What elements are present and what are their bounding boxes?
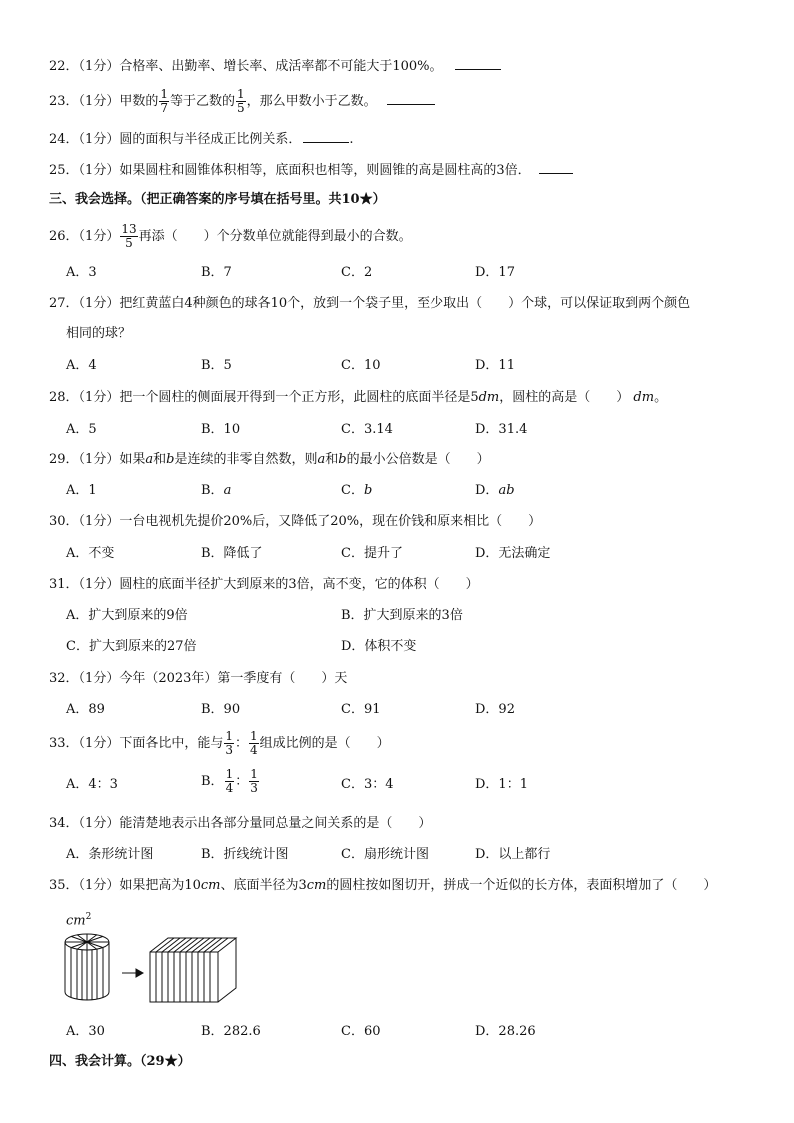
fraction: $\frac{1}{4}$ [249,729,258,757]
question-34: 34．（1分）能清楚地表示出各部分量同总量之间关系的是（ ） [49,816,432,831]
cuboid-icon [150,938,236,1002]
option-c[interactable]: C．10 [341,358,381,373]
question-text: 26．（1分） [49,229,120,244]
option-b[interactable]: B．折线统计图 [201,847,289,862]
area-unit: $cm^2$ [66,912,92,929]
cylinder-to-cuboid-figure [62,930,242,1006]
option-c[interactable]: C．91 [341,702,381,717]
cylinder-icon [65,934,109,1000]
question-text: 等于乙数的 [169,94,235,109]
option-b[interactable]: B．90 [201,702,241,717]
option-c[interactable]: C．扩大到原来的27倍 [66,639,197,654]
fraction: $\frac{1}{3}$ [225,729,233,757]
unit: dm [478,390,500,405]
question-text: 23．（1分）甲数的 [49,94,159,109]
option-a[interactable]: A．扩大到原来的9倍 [66,608,188,623]
variable-b: b [338,452,347,467]
unit: cm [200,878,221,893]
colon: ： [234,736,248,751]
option-d[interactable]: D．1：1 [475,777,528,792]
option-b[interactable]: B． $\frac{1}{4}$ ： $\frac{1}{3}$ [201,767,258,795]
question-26 [49,222,412,252]
question-25 [49,161,573,180]
question-text: 组成比例的是（ ） [259,736,390,751]
answer-blank [303,130,349,143]
answer-blank [455,57,501,70]
question-text: 再添（ ）个分数单位就能得到最小的合数。 [138,229,412,244]
option-b[interactable]: B．a [201,483,232,498]
question-text: 28．（1分）把一个圆柱的侧面展开得到一个正方形，此圆柱的底面半径是5 [49,390,479,405]
question-27: 27．（1分）把红黄蓝白4种颜色的球各10个，放到一个袋子里，至少取出（ ）个球，可以保证取到两个颜色 [49,296,691,311]
option-c[interactable]: C．2 [341,265,373,280]
question-text: 是连续的非零自然数，则 [174,452,318,467]
question-23 [49,87,435,117]
option-a[interactable]: A．30 [66,1024,105,1039]
option-b[interactable]: B．10 [201,422,241,437]
arrow-right-icon [122,969,143,977]
punctuation: 。 [654,390,668,405]
question-text: 和 [153,452,167,467]
option-a[interactable]: A．89 [66,702,105,717]
option-b[interactable]: B．282.6 [201,1024,261,1039]
option-d[interactable]: D．11 [475,358,515,373]
option-c[interactable]: C．3.14 [341,422,393,437]
option-d[interactable]: D．31.4 [475,422,528,437]
question-text: 35．（1分）如果把高为10 [49,878,201,893]
fraction: $\frac{1}{4}$ [225,767,234,795]
question-22 [49,57,501,76]
variable-b: b [166,452,175,467]
question-30: 30．（1分）一台电视机先提价20%后，又降低了20%，现在价钱和原来相比（ ） [49,514,542,529]
question-33 [49,729,390,759]
option-a[interactable]: A．不变 [66,546,115,561]
question-31: 31．（1分）圆柱的底面半径扩大到原来的3倍，高不变，它的体积（ ） [49,577,479,592]
fraction: $\frac{1}{7}$ [160,87,168,115]
question-35 [49,877,716,895]
option-d[interactable]: D．以上都行 [475,847,551,862]
section-3-title: 三、我会选择。（把正确答案的序号填在括号里。共10★） [49,192,386,207]
fraction: $\frac{1}{3}$ [250,767,258,795]
variable-a: a [317,452,326,467]
period: . [349,132,354,147]
question-text: 33．（1分）下面各比中，能与 [49,736,224,751]
option-d[interactable]: D．17 [475,265,515,280]
option-d[interactable]: D．92 [475,702,515,717]
question-text: ，圆柱的高是（ ） [499,390,630,405]
unit: dm [633,390,655,405]
question-text: 25．（1分）如果圆柱和圆锥体积相等，底面积也相等，则圆锥的高是圆柱高的3倍． [49,163,531,178]
question-text: 29．（1分）如果 [49,452,146,467]
question-28 [49,389,667,407]
option-a[interactable]: A．条形统计图 [66,847,154,862]
option-c[interactable]: C．60 [341,1024,381,1039]
option-b[interactable]: B．5 [201,358,232,373]
fraction: $\frac{13}{5}$ [121,222,137,250]
option-d[interactable]: D．ab [475,483,515,498]
option-d[interactable]: D．体积不变 [341,639,417,654]
question-text: 和 [325,452,339,467]
option-a[interactable]: A．4：3 [66,777,118,792]
fraction: $\frac{1}{5}$ [236,87,245,115]
option-b[interactable]: B．扩大到原来的3倍 [341,608,463,623]
variable-a: a [145,452,154,467]
option-c[interactable]: C．扇形统计图 [341,847,429,862]
question-text: ，那么甲数小于乙数。 [246,94,377,109]
question-29 [49,451,490,469]
question-24 [49,130,353,149]
option-d[interactable]: D．28.26 [475,1024,536,1039]
question-text: 的最小公倍数是（ ） [346,452,490,467]
question-32: 32．（1分）今年（2023年）第一季度有（ ）天 [49,671,348,686]
option-c[interactable]: C．3：4 [341,777,394,792]
unit: cm [306,878,327,893]
option-c[interactable]: C．提升了 [341,546,403,561]
question-text: 24．（1分）圆的面积与半径成正比例关系． [49,132,302,147]
option-a[interactable]: A．1 [66,483,97,498]
option-a[interactable]: A．4 [66,358,97,373]
option-a[interactable]: A．5 [66,422,97,437]
option-b[interactable]: B．7 [201,265,232,280]
answer-blank [387,92,435,105]
option-d[interactable]: D．无法确定 [475,546,551,561]
question-27-line2: 相同的球？ [66,326,132,341]
option-a[interactable]: A．3 [66,265,97,280]
section-4-title: 四、我会计算。（29★） [49,1054,191,1069]
question-text: 22．（1分）合格率、出勤率、增长率、成活率都不可能大于100%。 [49,59,443,74]
option-c[interactable]: C．b [341,483,373,498]
question-text: 的圆柱按如图切开，拼成一个近似的长方体，表面积增加了（ ） [326,878,717,893]
option-b[interactable]: B．降低了 [201,546,263,561]
answer-blank [539,161,573,174]
question-text: 、底面半径为3 [220,878,307,893]
